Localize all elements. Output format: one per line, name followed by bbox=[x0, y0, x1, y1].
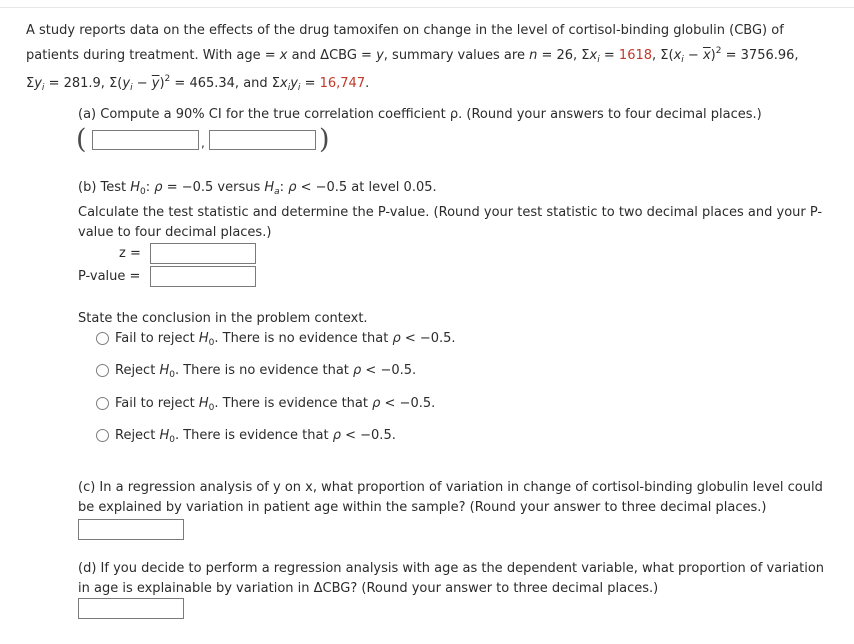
option-1-label[interactable]: Fail to reject $H_0$. There is no evidence that ρ < −0.5. bbox=[115, 331, 456, 348]
part-d-line-2: in age is explainable by variation in ΔCBG? (Round your answer to three decimal places.) bbox=[78, 581, 659, 596]
part-c-line-1: (c) In a regression analysis of y on x, what proportion of variation in change of cortisol-binding globulin level could bbox=[78, 480, 823, 495]
ci-lower-input[interactable] bbox=[92, 130, 199, 150]
ci-upper-input[interactable] bbox=[209, 130, 316, 150]
part-b-instruction-2: value to four decimal places.) bbox=[78, 225, 272, 240]
option-3-radio[interactable] bbox=[96, 397, 109, 410]
ci-right-paren: ) bbox=[319, 124, 330, 155]
sum-x-value: 1618 bbox=[618, 48, 653, 63]
z-input[interactable] bbox=[150, 243, 256, 264]
part-c-line-2: be explained by variation in patient age within the sample? (Round your answer to three decimal places.) bbox=[78, 500, 767, 515]
intro-line-2: patients during treatment. With age = x and ΔCBG = y, summary values are n = 26, $\Sigma x_i = 1618$, $\Sigma(x_i - \overline{x})^2 = 3756.96$, bbox=[26, 46, 799, 65]
option-2-radio[interactable] bbox=[96, 364, 109, 377]
pvalue-input[interactable] bbox=[150, 266, 256, 287]
pvalue-label: P-value = bbox=[78, 269, 141, 284]
sum-xy-value: 16,747 bbox=[319, 76, 366, 91]
part-d-input[interactable] bbox=[78, 598, 184, 619]
part-b-hypothesis: (b) Test $H_0$: ρ = −0.5 versus $H_a$: ρ < −0.5 at level 0.05. bbox=[78, 180, 437, 197]
option-4-label[interactable]: Reject $H_0$. There is evidence that ρ < −0.5. bbox=[115, 428, 396, 445]
intro-line-3: $\Sigma y_i = 281.9$, $\Sigma(y_i - \overline{y})^2 = 465.34$, and $\Sigma x_iy_i = 16,747$. bbox=[26, 74, 370, 93]
part-c-input[interactable] bbox=[78, 519, 184, 540]
z-label: z = bbox=[119, 246, 141, 261]
option-2-label[interactable]: Reject $H_0$. There is no evidence that ρ < −0.5. bbox=[115, 363, 417, 380]
ci-left-paren: ( bbox=[76, 124, 87, 155]
conclusion-prompt: State the conclusion in the problem context. bbox=[78, 311, 368, 326]
part-d-line-1: (d) If you decide to perform a regression analysis with age as the dependent variable, what proportion of variation bbox=[78, 561, 825, 576]
option-4-radio[interactable] bbox=[96, 429, 109, 442]
option-3-label[interactable]: Fail to reject $H_0$. There is evidence that ρ < −0.5. bbox=[115, 396, 436, 413]
top-divider bbox=[0, 7, 854, 8]
part-a-label: (a) Compute a 90% CI for the true correlation coefficient ρ. (Round your answers to four decimal places.) bbox=[78, 107, 762, 122]
ci-comma: , bbox=[201, 136, 205, 150]
option-1-radio[interactable] bbox=[96, 332, 109, 345]
intro-line-1: A study reports data on the effects of the drug tamoxifen on change in the level of cortisol-binding globulin (CBG) of bbox=[26, 23, 784, 38]
part-b-instruction-1: Calculate the test statistic and determine the P-value. (Round your test statistic to two decimal places and your P- bbox=[78, 205, 823, 220]
